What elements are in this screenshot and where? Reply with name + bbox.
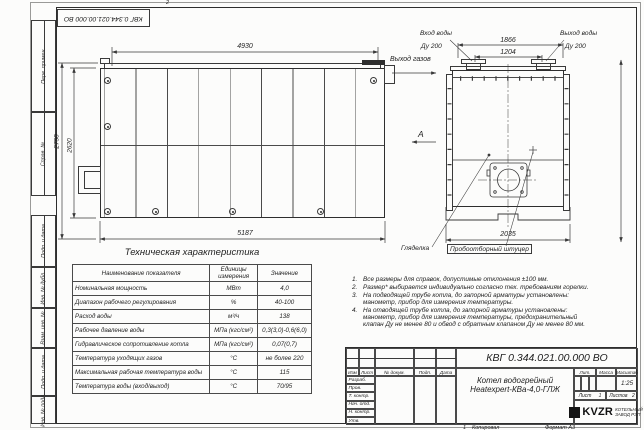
water-outlet-dn: Ду 200 — [565, 43, 586, 50]
water-inlet-dn: Ду 200 — [421, 43, 442, 50]
table-row: Максимальная рабочая температура воды °С 115 — [73, 366, 312, 380]
logo-square-icon — [569, 407, 580, 418]
doc-number-cell — [456, 348, 638, 368]
table-row: Рабочее давление воды МПа (кгс/см²) 0,3(3,0)-0,6(6,0) — [73, 324, 312, 338]
note-1: 1. Все размеры для справок, допустимые отклонения ±100 мм. — [352, 276, 549, 283]
note-4: 4. На отводящей трубе котла, до запорной арматуры установлены: манометр, прибор для измерения температуры, предохранительный клапан Ду не менее 80 и обвод с обратным клапаном Ду не менее 80 мм. — [352, 307, 586, 328]
dim-2035: 2035 — [500, 231, 516, 238]
table-row: Номинальная мощность МВт 4,0 — [73, 282, 312, 296]
row-nachotd: Нач. отд. — [346, 401, 375, 409]
spec-header-value: Значение — [258, 265, 312, 282]
row-prov: Пров. — [346, 384, 375, 392]
row-nkontr: Н. контр. — [346, 409, 375, 417]
col-data: Дата — [436, 368, 456, 376]
spec-table-title: Техническая характеристика — [124, 247, 260, 258]
main-view-dimensions — [58, 47, 436, 243]
margin-box-perv-primen: Перв. примен. — [31, 20, 56, 112]
dim-2620: 2620 — [66, 138, 74, 153]
spec-header-row — [73, 265, 312, 282]
notes-list — [352, 276, 592, 329]
logo-caption: КОТЕЛЬНЫЙ ЗАВОД РЭП — [615, 406, 643, 417]
zone-marker-top: 2 — [166, 0, 170, 6]
margin-box-sprav-no: Справ. № — [31, 112, 56, 196]
dim-5187: 5187 — [237, 230, 253, 237]
spec-header-units: Единицы измерения — [210, 265, 258, 282]
sight-glass-label: Гляделка — [401, 245, 430, 252]
table-row: Расход воды м³/ч 138 — [73, 310, 312, 324]
margin-box-podp-data-1: Подп. и дата — [31, 215, 56, 267]
dim-2750: 2750 — [53, 134, 61, 149]
kvzr-logo — [575, 400, 643, 424]
row-utv: Утв. — [346, 417, 375, 425]
lit-label: Лит. — [574, 368, 596, 376]
centerlines — [478, 64, 538, 228]
spec-header-name: Наименование показателя — [73, 265, 210, 282]
format-label: Формат А3 — [545, 425, 576, 430]
margin-box-inv-podl: Инв. № подл. — [31, 396, 56, 424]
table-row: Гидравлическое сопротивление котла МПа (кгс/см²) 0,07(0,7) — [73, 338, 312, 352]
product-name-cell — [456, 368, 574, 425]
col-list: Лист — [360, 369, 374, 375]
view-a-marker: А — [418, 129, 424, 139]
copied-label: Копировал — [472, 425, 500, 430]
col-podp: Подп. — [414, 368, 436, 376]
title-block — [345, 347, 643, 424]
sheet-cell: Лист 1 — [574, 391, 606, 400]
note-3: 3. На подводящей трубе котла, до запорной арматуры установлены: манометр, прибор для измерения температуры. — [352, 292, 570, 306]
dim-1866: 1866 — [500, 37, 516, 44]
margin-box-podp-data-2: Подп. и дата — [31, 348, 56, 396]
sheets-cell: Листов 2 — [606, 391, 638, 400]
dim-1204: 1204 — [500, 49, 516, 56]
table-row: Диапазон рабочего регулирования % 40-100 — [73, 296, 312, 310]
logo-text: KVZR — [582, 406, 614, 418]
water-inlet-label: Вход воды — [420, 30, 453, 37]
product-name-line2: Heatexpert-КВа-4,0-ГЛЖ — [470, 385, 560, 394]
water-outlet-label: Выход воды — [560, 30, 598, 37]
table-row: Температура уходящих газов °С не более 220 — [73, 352, 312, 366]
note-2: 2. Размер* выбирается индивидуально согласно тех. требованиям горелки. — [352, 284, 589, 291]
spec-table — [72, 264, 312, 394]
sampling-fitting-label: Пробоотборный штуцер — [447, 244, 532, 254]
margin-box-inv-dubl: Инв. № дубл. — [31, 267, 56, 308]
row-razrab: Разраб. — [346, 376, 375, 384]
col-izm: Изм — [346, 368, 359, 376]
end-view-dimensions — [446, 43, 621, 243]
top-stamp-number: КВГ 0.344.021.00.000 ВО — [64, 14, 143, 22]
product-name-line1: Котел водогрейный — [476, 376, 554, 385]
scale-value: 1:25 — [616, 376, 638, 391]
table-row: Температура воды (вход/выход) °С 70/95 — [73, 380, 312, 394]
row-tkontr: Т. контр. — [346, 392, 375, 400]
mass-label: Масса — [596, 368, 616, 376]
margin-box-vzam-inv: Взам. инв. № — [31, 308, 56, 348]
dim-4930: 4930 — [237, 43, 253, 50]
col-docnum: № докум. — [375, 368, 414, 376]
doc-number: КВГ 0.344.021.00.000 ВО — [486, 352, 608, 364]
scale-label: Масштаб — [616, 369, 638, 375]
zone-marker-bottom: 1 — [463, 425, 467, 430]
gas-outlet-label: Выход газов — [390, 56, 431, 63]
